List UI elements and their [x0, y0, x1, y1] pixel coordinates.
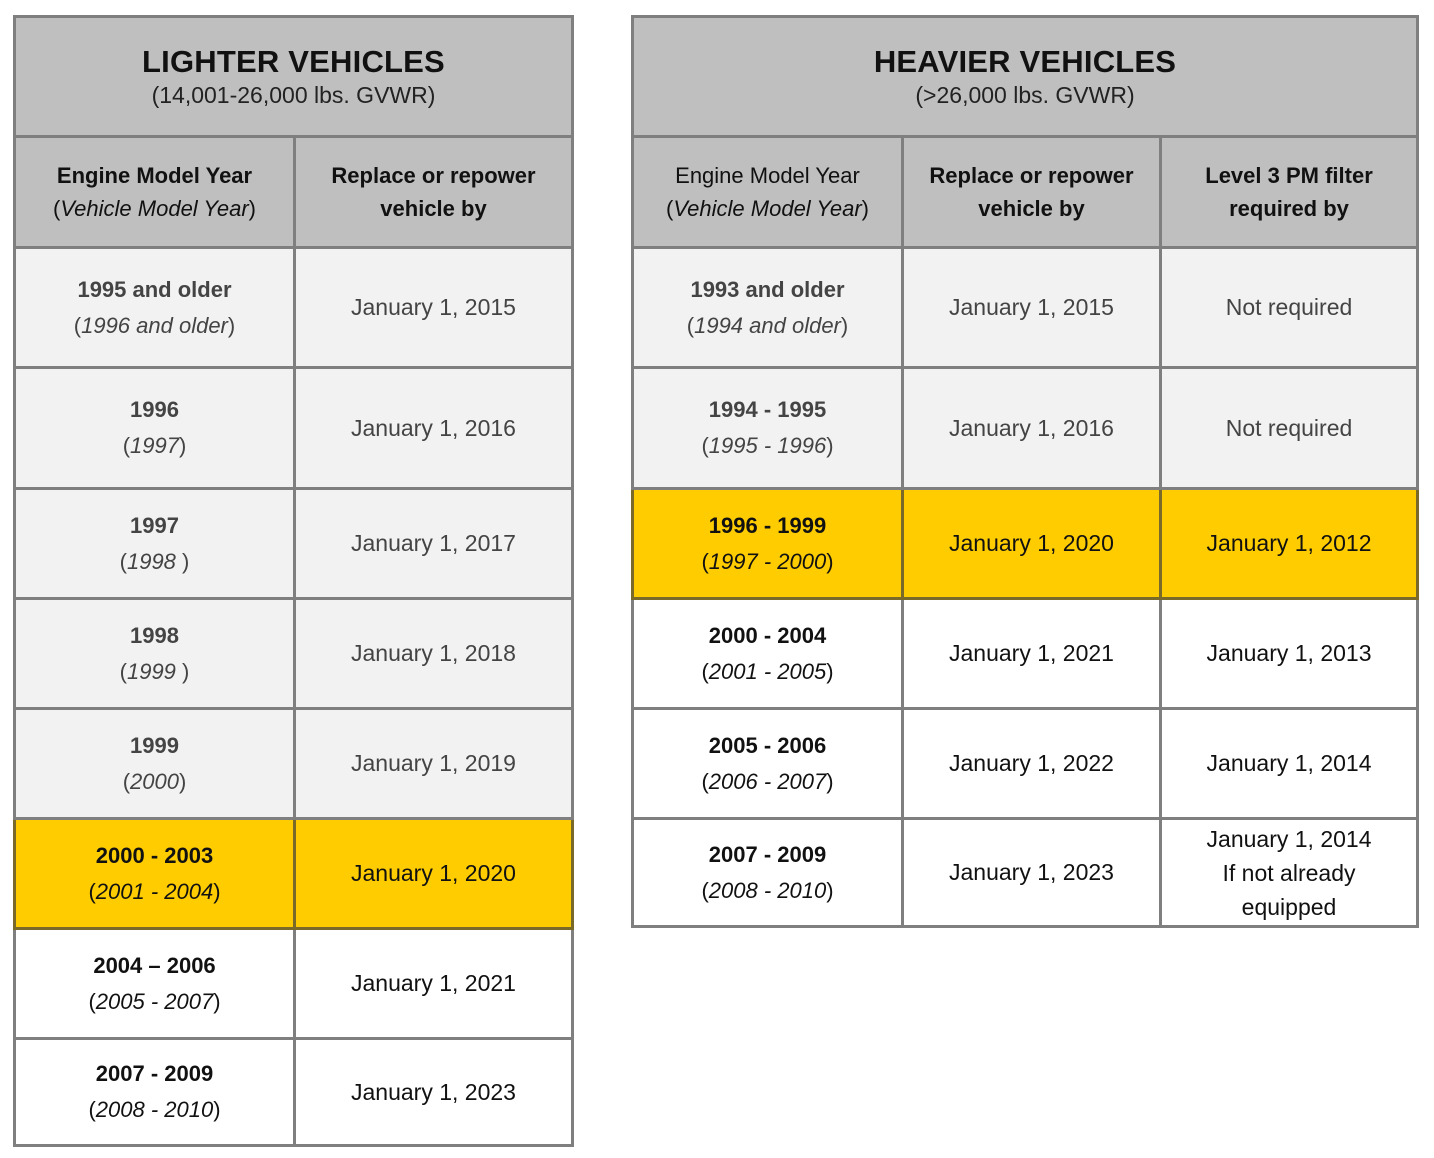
lighter-title-cell [15, 17, 573, 137]
table-row: 1994 - 1995 (1995 - 1996) January 1, 2016 Not required [633, 368, 1418, 489]
heavier-col-engine-year: Engine Model Year (Vehicle Model Year) [633, 137, 903, 248]
lighter-subtitle: (14,001-26,000 lbs. GVWR) [151, 82, 436, 108]
table-row: 2007 - 2009 (2008 - 2010) January 1, 2023 January 1, 2014 If not already equipped [633, 819, 1418, 927]
table-row-highlighted: 2000 - 2003 (2001 - 2004) January 1, 2020 [15, 819, 573, 929]
table-row: 2000 - 2004 (2001 - 2005) January 1, 2021 January 1, 2013 [633, 599, 1418, 709]
heavier-title-cell [633, 17, 1418, 137]
table-row: 1996 (1997) January 1, 2016 [15, 368, 573, 489]
heavier-col-replace: Replace or repower vehicle by [903, 137, 1161, 248]
table-row: 1995 and older (1996 and older) January 1, 2015 [15, 248, 573, 368]
table-row: 1999 (2000) January 1, 2019 [15, 709, 573, 819]
lighter-col-replace: Replace or repower vehicle by [295, 137, 573, 248]
heavier-subtitle: (>26,000 lbs. GVWR) [915, 82, 1135, 108]
table-row: 2004 – 2006 (2005 - 2007) January 1, 2021 [15, 929, 573, 1039]
table-row: 1993 and older (1994 and older) January 1, 2015 Not required [633, 248, 1418, 368]
heavier-title: HEAVIER VEHICLES [873, 44, 1177, 79]
lighter-vehicles-table [13, 15, 574, 1147]
table-row-highlighted: 1996 - 1999 (1997 - 2000) January 1, 2020 January 1, 2012 [633, 489, 1418, 599]
table-row: 1997 (1998 ) January 1, 2017 [15, 489, 573, 599]
filter-note-cell: January 1, 2014 If not already equipped [1161, 819, 1418, 927]
table-row: 2005 - 2006 (2006 - 2007) January 1, 2022 January 1, 2014 [633, 709, 1418, 819]
lighter-title: LIGHTER VEHICLES [142, 44, 445, 79]
lighter-col-engine-year: Engine Model Year (Vehicle Model Year) [15, 137, 295, 248]
table-row: 1998 (1999 ) January 1, 2018 [15, 599, 573, 709]
heavier-vehicles-table [631, 15, 1419, 928]
heavier-col-filter: Level 3 PM filter required by [1161, 137, 1418, 248]
table-row: 2007 - 2009 (2008 - 2010) January 1, 2023 [15, 1039, 573, 1146]
